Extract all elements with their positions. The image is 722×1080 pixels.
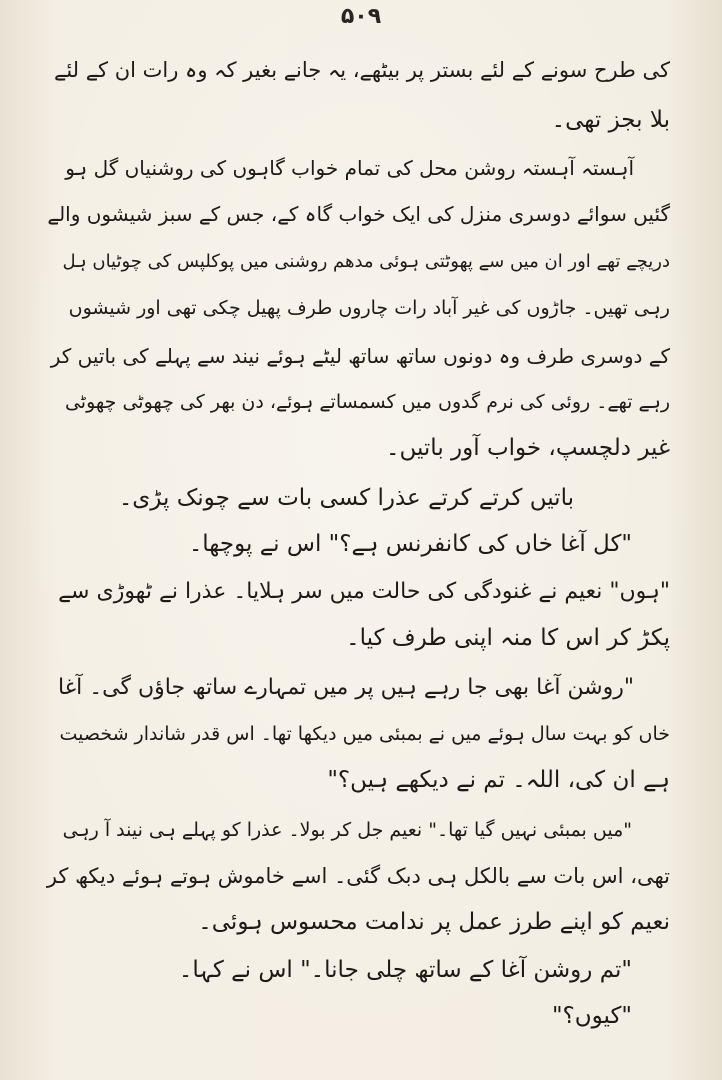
text-line: باتیں کرتے کرتے عذرا کسی بات سے چونک پڑی۔ (118, 485, 574, 511)
text-line: "ہوں" نعیم نے غنودگی کی حالت میں سر ہلایا۔ عذرا نے ٹھوڑی سے (58, 579, 670, 604)
text-line: ہے ان کی، اللہ۔ تم نے دیکھے ہیں؟" (327, 767, 670, 793)
text-line: تھی، اس بات سے بالکل ہی دبک گئی۔ اسے خاموش ہوتے ہوئے دیکھ کر (46, 864, 670, 888)
text-line: رہے تھے۔ روئی کی نرم گدوں میں کسمساتے ہوئے، دن بھر کی چھوٹی چھوٹی (64, 391, 670, 413)
text-line: "تم روشن آغا کے ساتھ چلی جانا۔" اس نے کہا۔ (178, 957, 632, 983)
text-line: گئیں سوائے دوسری منزل کی ایک خواب گاہ کے، جس کے سبز شیشوں والے (47, 202, 670, 226)
page-number: ۵۰۹ (340, 4, 382, 29)
text-line: بلا بجز تھی۔ (551, 107, 670, 133)
text-line: کی طرح سونے کے لئے بستر پر بیٹھے، یہ جانے بغیر کہ وہ رات ان کے لئے (54, 58, 670, 82)
text-line: "کل آغا خاں کی کانفرنس ہے؟" اس نے پوچھا۔ (188, 531, 632, 557)
text-line: رہی تھیں۔ جاڑوں کی غیر آباد رات چاروں طرف پھیل چکی تھی اور شیشوں (68, 297, 670, 319)
text-line: دریچے تھے اور ان میں سے پھوٹتی ہوئی مدھم روشنی میں پوکلپس کی چوٹیاں ہل (62, 251, 670, 272)
text-line: "روشن آغا بھی جا رہے ہیں پر میں تمہارے ساتھ جاؤں گی۔ آغا (57, 675, 634, 700)
text-line: کے دوسری طرف وہ دونوں ساتھ ساتھ لیٹے ہوئے نیند سے پہلے کی باتیں کر (50, 344, 670, 368)
text-line: پکڑ کر اس کا منہ اپنی طرف کیا۔ (346, 625, 670, 651)
text-line: آہستہ آہستہ روشن محل کی تمام خواب گاہوں کی روشنیاں گل ہو (65, 156, 634, 180)
text-line: نعیم کو اپنے طرز عمل پر ندامت محسوس ہوئی۔ (198, 909, 670, 935)
text-line: غیر دلچسپ، خواب آور باتیں۔ (385, 435, 670, 461)
text-line: "میں بمبئی نہیں گیا تھا۔" نعیم جل کر بولا۔ عذرا کو پہلے ہی نیند آ رہی (62, 819, 632, 841)
text-line: خاں کو بہت سال ہوئے میں نے بمبئی میں دیکھا تھا۔ اس قدر شاندار شخصیت (59, 723, 670, 745)
text-line: "کیوں؟" (551, 1003, 632, 1029)
